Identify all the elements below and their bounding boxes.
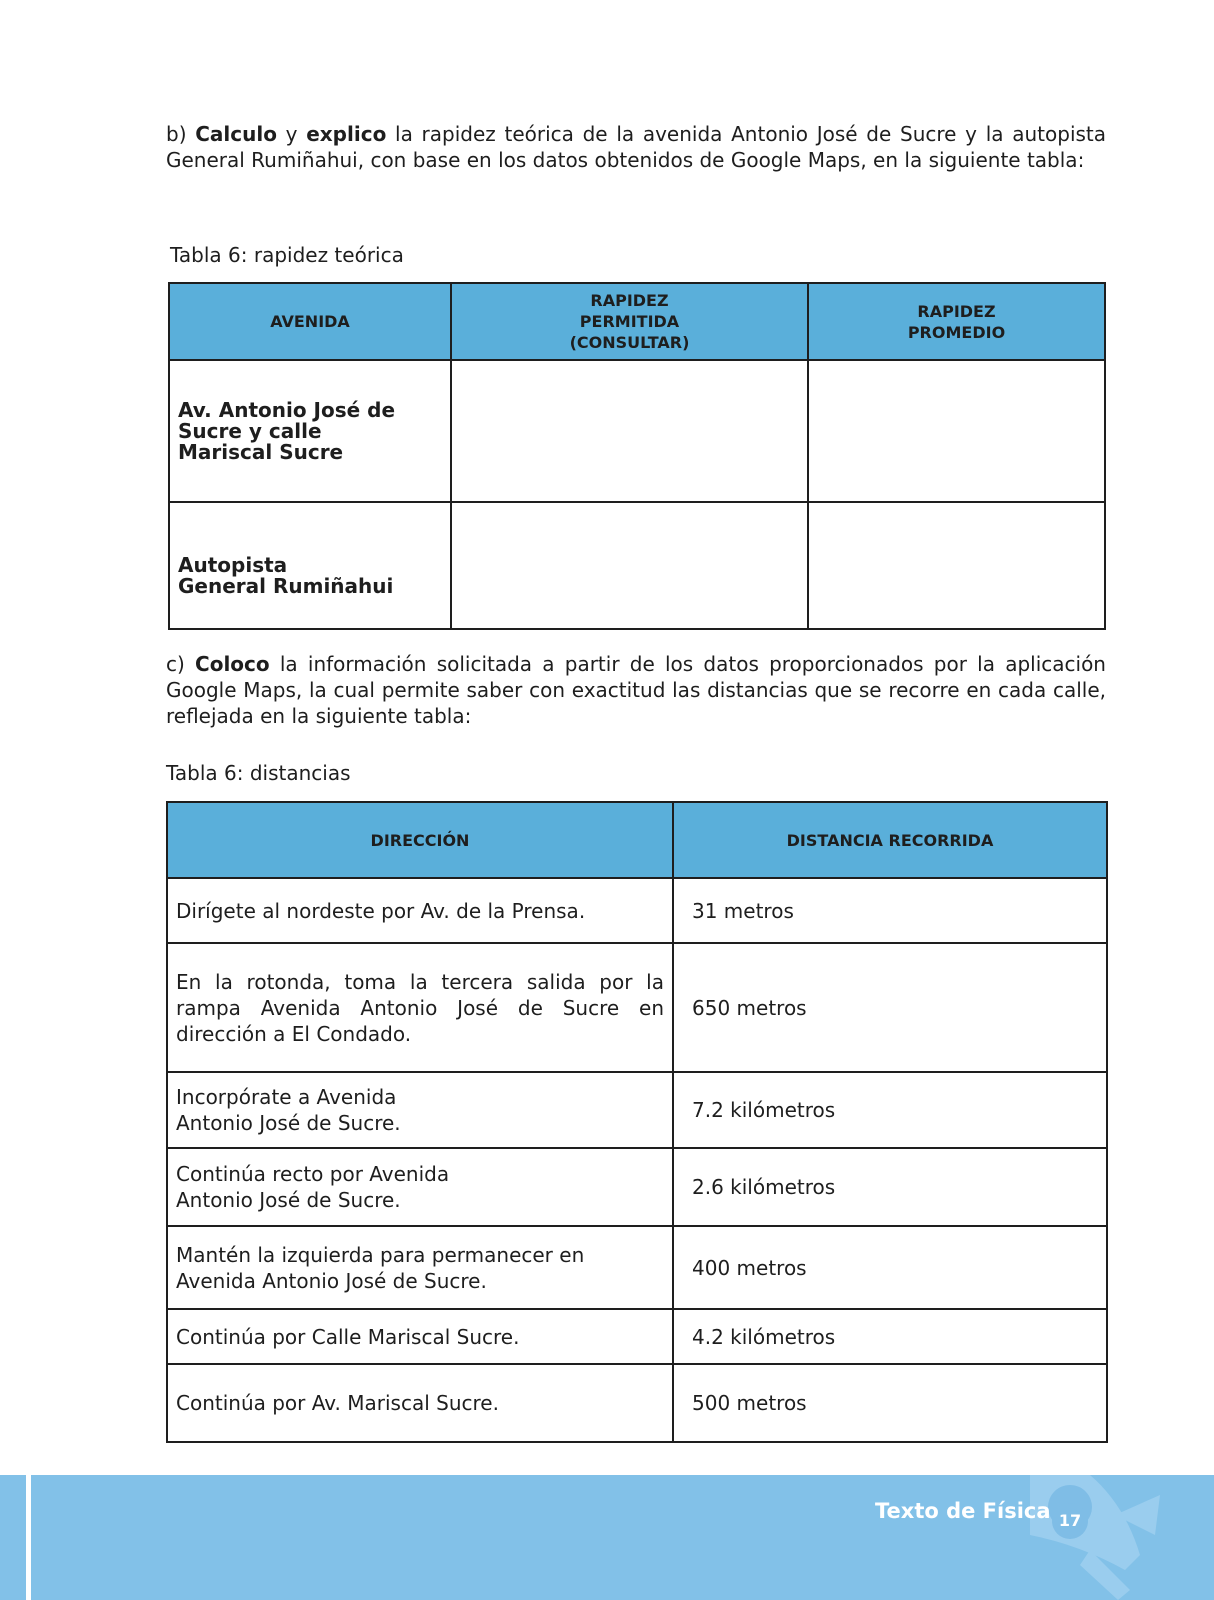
table-row xyxy=(167,1309,1107,1364)
header-distancia-recorrida: DISTANCIA RECORRIDA xyxy=(673,802,1107,878)
book-title: Texto de Física xyxy=(875,1499,1051,1523)
table2-caption: Tabla 6: distancias xyxy=(166,761,351,785)
distance-cell: 650 metros xyxy=(673,943,1107,1072)
table-row xyxy=(167,878,1107,943)
direction-cell: Continúa recto por Avenida Antonio José de Sucre. xyxy=(167,1148,673,1226)
section-c-label: c) xyxy=(166,652,185,676)
distance-cell: 2.6 kilómetros xyxy=(673,1148,1107,1226)
rocket-icon xyxy=(1030,1475,1214,1600)
speed-table-row xyxy=(169,360,1105,502)
section-b-bold-verb-2: explico xyxy=(306,122,387,146)
avenida-cell: Autopista General Rumiñahui xyxy=(169,502,451,629)
section-b-text: la rapidez teórica de la avenida Antonio José de Sucre y la autopista General Rumiñahui, con base en los datos obtenidos de Google Maps, en la siguiente tabla: xyxy=(166,122,1107,172)
section-b-paragraph xyxy=(166,121,1106,173)
speed-table-header-row xyxy=(169,283,1105,360)
avenida-cell: Av. Antonio José de Sucre y calle Mariscal Sucre xyxy=(169,360,451,502)
footer-stripe xyxy=(26,1475,31,1600)
section-c-bold-verb: Coloco xyxy=(195,652,270,676)
direction-cell: Incorpórate a Avenida Antonio José de Sucre. xyxy=(167,1072,673,1148)
speed-table xyxy=(168,282,1106,630)
table-row xyxy=(167,1072,1107,1148)
distance-cell: 31 metros xyxy=(673,878,1107,943)
speed-table-row xyxy=(169,502,1105,629)
header-direccion: DIRECCIÓN xyxy=(167,802,673,878)
rapidez-permitida-cell[interactable] xyxy=(451,502,808,629)
direction-cell: Continúa por Av. Mariscal Sucre. xyxy=(167,1364,673,1442)
section-c-text: la información solicitada a partir de los datos proporcionados por la aplicación Google Maps, la cual permite saber con exactitud las distancias que se recorre en cada calle, reflejada en la siguiente tabla: xyxy=(166,652,1106,728)
table-row xyxy=(167,1148,1107,1226)
direction-cell: Mantén la izquierda para permanecer en Avenida Antonio José de Sucre. xyxy=(167,1226,673,1309)
table-row xyxy=(167,1364,1107,1442)
direction-cell: Dirígete al nordeste por Av. de la Prensa. xyxy=(167,878,673,943)
table1-caption: Tabla 6: rapidez teórica xyxy=(170,243,404,267)
page-number: 17 xyxy=(1052,1503,1088,1539)
table-row xyxy=(167,1226,1107,1309)
header-rapidez-promedio: RAPIDEZ PROMEDIO xyxy=(808,283,1105,360)
table-row xyxy=(167,943,1107,1072)
distance-table-header-row xyxy=(167,802,1107,878)
header-rapidez-permitida: RAPIDEZ PERMITIDA (CONSULTAR) xyxy=(451,283,808,360)
rapidez-promedio-cell[interactable] xyxy=(808,502,1105,629)
rapidez-promedio-cell[interactable] xyxy=(808,360,1105,502)
distance-cell: 4.2 kilómetros xyxy=(673,1309,1107,1364)
distance-cell: 400 metros xyxy=(673,1226,1107,1309)
distance-table xyxy=(166,801,1108,1443)
section-c-paragraph xyxy=(166,651,1106,729)
page-footer xyxy=(0,1475,1214,1600)
direction-cell: Continúa por Calle Mariscal Sucre. xyxy=(167,1309,673,1364)
section-b-connector: y xyxy=(285,122,298,146)
distance-cell: 7.2 kilómetros xyxy=(673,1072,1107,1148)
distance-cell: 500 metros xyxy=(673,1364,1107,1442)
direction-cell: En la rotonda, toma la tercera salida por la rampa Avenida Antonio José de Sucre en dirección a El Condado. xyxy=(167,943,673,1072)
rapidez-permitida-cell[interactable] xyxy=(451,360,808,502)
section-b-label: b) xyxy=(166,122,187,146)
section-b-bold-verb-1: Calculo xyxy=(195,122,277,146)
header-avenida: AVENIDA xyxy=(169,283,451,360)
